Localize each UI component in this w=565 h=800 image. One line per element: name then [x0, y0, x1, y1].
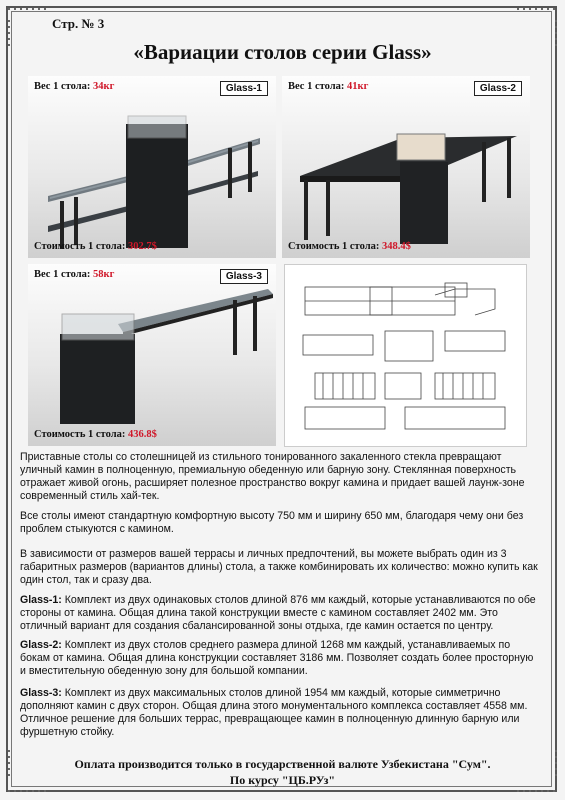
- weight-value: 58кг: [93, 269, 115, 280]
- paragraph-choice: В зависимости от размеров вашей террасы и личных предпочтений, вы можете выбрать один из 3 габаритных размеров (вариантов длины) стола, а также комбинировать их количество: можно купить как один стол, так и сразу два.: [20, 548, 538, 586]
- cost-glass-1: Стоимость 1 стола: 302.7$: [34, 241, 157, 252]
- cost-glass-2: Стоимость 1 стола: 348.4$: [288, 241, 411, 252]
- weight-glass-3: Вес 1 стола: 58кг: [34, 269, 115, 280]
- cost-glass-3: Стоимость 1 стола: 436.8$: [34, 429, 157, 440]
- glass-2-label: Glass-2:: [20, 639, 62, 651]
- glass-2-text: Комплект из двух столов среднего размера длиной 1268 мм каждый, устанавливаемых по бокам от камина. Общая длина конструкции составляет 3186 мм. Позволяет создать более просторную и вместительную обеденную зону для большой компании.: [20, 639, 534, 677]
- model-tag-glass-2: Glass-2: [474, 81, 522, 96]
- description-intro: [20, 451, 540, 503]
- description-glass-3: [20, 687, 540, 739]
- page-title: «Вариации столов серии Glass»: [133, 40, 432, 64]
- description-glass-2: [20, 639, 540, 678]
- weight-value: 41кг: [347, 81, 369, 92]
- table-photo-glass-1: [28, 76, 276, 258]
- product-card-glass-1: [28, 76, 276, 258]
- glass-1-label: Glass-1:: [20, 594, 62, 606]
- glass-3-text: Комплект из двух максимальных столов длиной 1954 мм каждый, которые симметрично дополняют камин с двух сторон. Общая длина этого монументального комплекса составляет 4558 мм. Отличное решение для больших террас, превращающее камин в полноценную длинную барную или фуршетную стойку.: [20, 687, 528, 738]
- description-standard: [20, 510, 540, 536]
- technical-drawing-image: [285, 265, 526, 446]
- table-photo-glass-2: [282, 76, 530, 258]
- weight-glass-1: Вес 1 стола: 34кг: [34, 81, 115, 92]
- description-choice: [20, 548, 540, 587]
- paragraph-standard: Все столы имеют стандартную комфортную высоту 750 мм и ширину 650 мм, благодаря чему они без проблем стыкуются с камином.: [20, 510, 524, 535]
- product-card-glass-2: [282, 76, 530, 258]
- cost-value: 348.4$: [381, 241, 411, 252]
- model-tag-glass-3: Glass-3: [220, 269, 268, 284]
- paragraph-intro: Приставные столы со столешницей из стильного тонированного закаленного стекла превращают уличный камин в полноценную, премиальную обеденную или барную зону. Стеклянная поверхность отражает живой огонь, расширяет полезное пространство вокруг камина и придает вашей лаунж-зоне современный стиль хай-тек.: [20, 451, 525, 502]
- frame-ornament-bottom-left: [8, 790, 48, 792]
- model-tag-glass-1: Glass-1: [220, 81, 268, 96]
- cost-value: 436.8$: [127, 429, 157, 440]
- frame-ornament-bottom-right: [517, 790, 557, 792]
- frame-ornament-top: [8, 8, 48, 10]
- weight-glass-2: Вес 1 стола: 41кг: [288, 81, 369, 92]
- table-photo-glass-3: [28, 264, 276, 446]
- glass-3-label: Glass-3:: [20, 687, 62, 699]
- frame-ornament-top-right: [517, 8, 557, 10]
- payment-note: Оплата производится только в государственной валюте Узбекистана "Сум".: [74, 757, 491, 771]
- exchange-rate-note: По курсу "ЦБ.РУз": [229, 773, 336, 787]
- glass-1-text: Комплект из двух одинаковых столов длиной 876 мм каждый, которые устанавливаются по обе стороны от камина. Общая длина такой конструкции вместе с камином составляет 2402 мм. Это отличный вариант для создания сбалансированной зоны отдыха, где камин остается по центру.: [20, 594, 536, 632]
- technical-drawing: [284, 264, 527, 447]
- weight-value: 34кг: [93, 81, 115, 92]
- cost-value: 302.7$: [127, 241, 157, 252]
- product-card-glass-3: [28, 264, 276, 446]
- page-number: Стр. № 3: [52, 16, 105, 31]
- description-glass-1: [20, 594, 540, 633]
